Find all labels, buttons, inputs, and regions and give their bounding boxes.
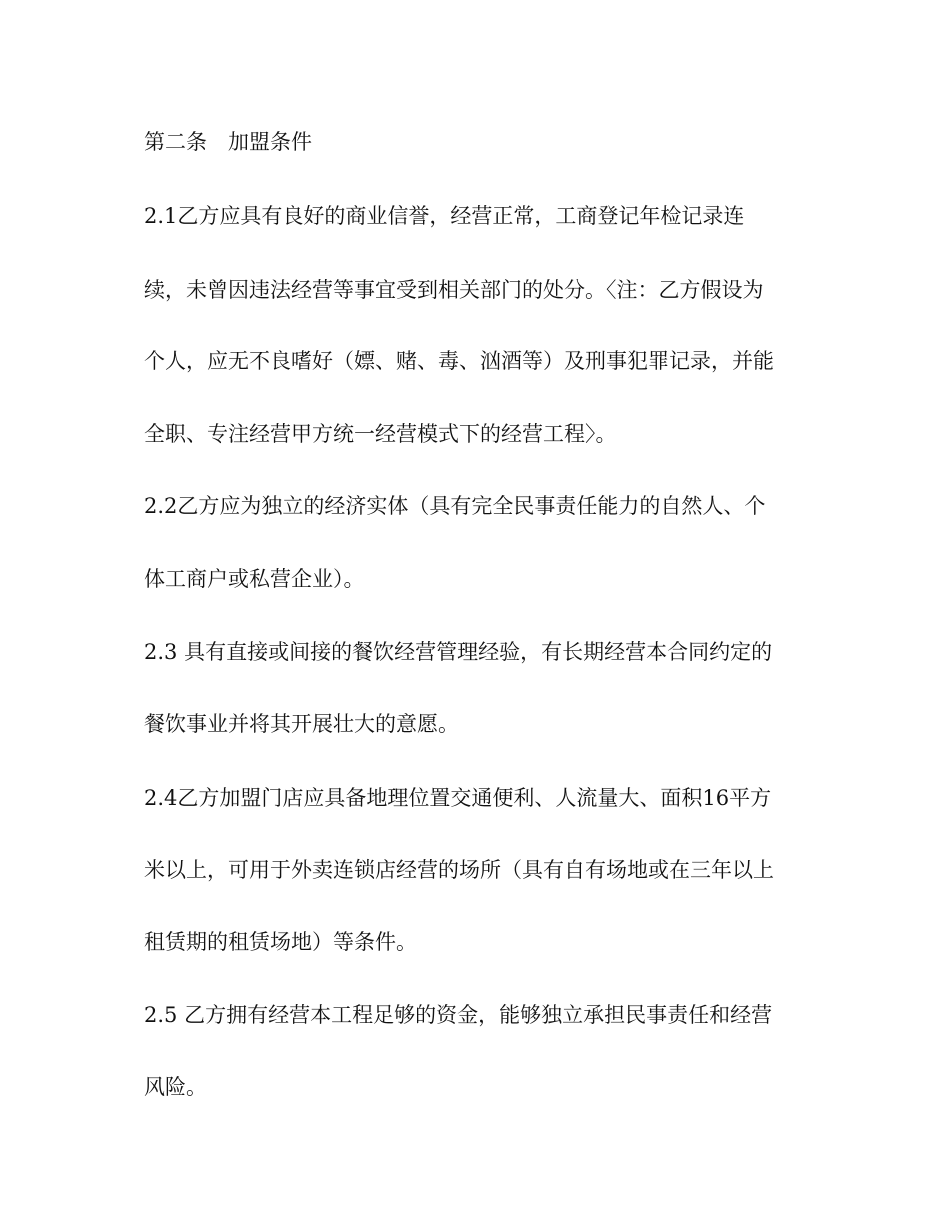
text-line: 体工商户或私营企业）。	[144, 567, 365, 591]
text-line: 2.1乙方应具有良好的商业信誉，经营正常，工商登记年检记录连	[144, 204, 745, 228]
text-line: 餐饮事业并将其开展壮大的意愿。	[144, 712, 459, 736]
text-line: 2.3 具有直接或间接的餐饮经营管理经验，有长期经营本合同约定的	[144, 640, 773, 664]
text-line: 续，未曾因违法经营等事宜受到相关部门的处分。〈注：乙方假设为	[144, 278, 764, 302]
text-line: 个人，应无不良嗜好（嫖、赌、毒、汹酒等）及刑事犯罪记录，并能	[144, 349, 774, 373]
text-line: 租赁期的租赁场地）等条件。	[144, 930, 417, 954]
text-line: 米以上，可用于外卖连锁店经营的场所（具有自有场地或在三年以上	[144, 858, 774, 882]
text-line: 2.2乙方应为独立的经济实体（具有完全民事责任能力的自然人、个	[144, 494, 766, 518]
section-heading: 第二条 加盟条件	[144, 130, 312, 154]
text-line: 风险。	[144, 1075, 207, 1099]
text-line: 全职、专注经营甲方统一经营模式下的经营工程〉。	[144, 422, 617, 446]
text-line: 2.4乙方加盟门店应具备地理位置交通便利、人流量大、面积16平方	[144, 786, 772, 810]
text-line: 2.5 乙方拥有经营本工程足够的资金，能够独立承担民事责任和经营	[144, 1003, 773, 1027]
